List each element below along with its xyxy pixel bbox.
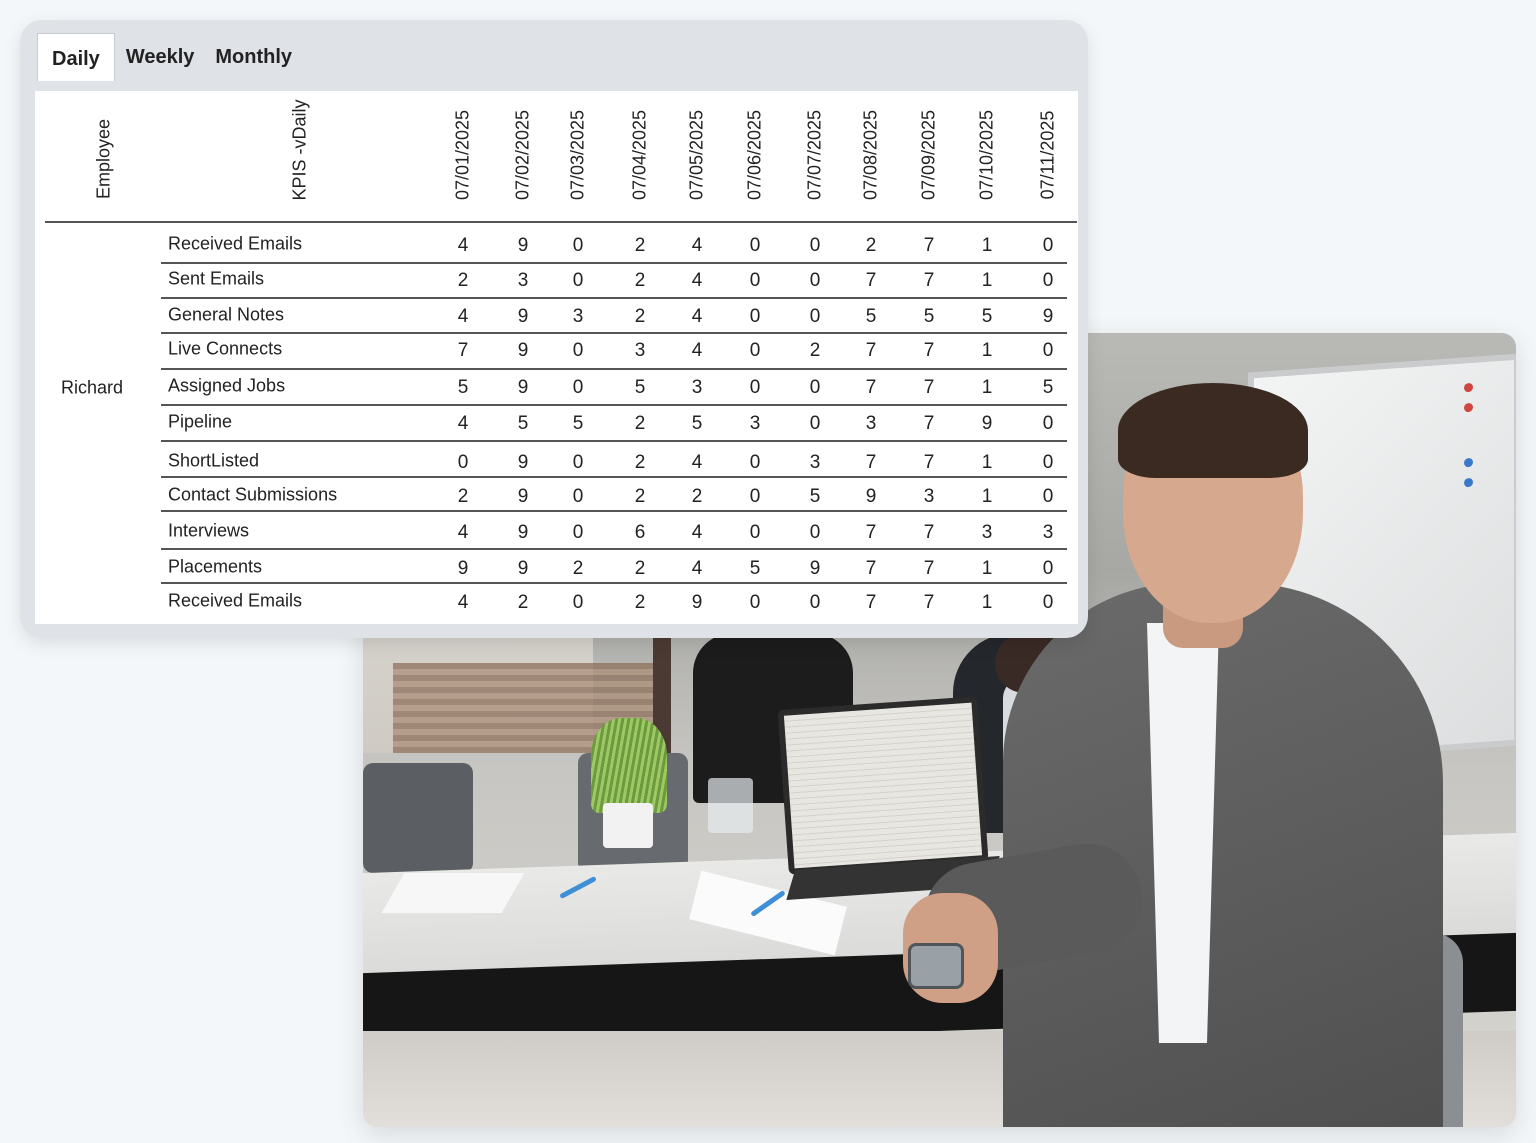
date-header: 07/02/2025 xyxy=(512,109,533,201)
table-cell: 9 xyxy=(517,486,529,507)
row-divider xyxy=(161,548,1067,550)
table-cell: 9 xyxy=(1042,306,1054,327)
table-cell: 4 xyxy=(457,413,469,434)
table-cell: 4 xyxy=(457,235,469,256)
table-cell: 2 xyxy=(517,592,529,613)
plant-pot xyxy=(603,803,653,848)
table-cell: 1 xyxy=(981,558,993,579)
row-divider xyxy=(161,476,1067,478)
table-cell: 0 xyxy=(1042,452,1054,473)
date-header: 07/06/2025 xyxy=(744,109,765,201)
table-cell: 0 xyxy=(809,592,821,613)
tab-daily[interactable]: Daily xyxy=(37,33,115,81)
table-cell: 7 xyxy=(865,340,877,361)
table-cell: 4 xyxy=(691,306,703,327)
table-cell: 7 xyxy=(923,558,935,579)
chair xyxy=(363,763,473,873)
table-cell: 0 xyxy=(809,306,821,327)
table-cell: 0 xyxy=(749,306,761,327)
table-cell: 7 xyxy=(923,413,935,434)
row-divider xyxy=(161,404,1067,406)
table-cell: 7 xyxy=(457,340,469,361)
date-header: 07/04/2025 xyxy=(629,109,650,201)
laptop xyxy=(777,696,988,875)
table-cell: 0 xyxy=(749,522,761,543)
table-cell: 5 xyxy=(749,558,761,579)
table-cell: 9 xyxy=(517,558,529,579)
table-cell: 1 xyxy=(981,340,993,361)
table-cell: 0 xyxy=(749,377,761,398)
table-cell: 0 xyxy=(749,486,761,507)
table-cell: 0 xyxy=(572,377,584,398)
date-header: 07/03/2025 xyxy=(567,109,588,201)
table-cell: 3 xyxy=(809,452,821,473)
table-cell: 0 xyxy=(809,413,821,434)
table-cell: 2 xyxy=(457,270,469,291)
table-cell: 4 xyxy=(457,306,469,327)
date-header: 07/07/2025 xyxy=(804,109,825,201)
table-cell: 7 xyxy=(865,452,877,473)
table-cell: 1 xyxy=(981,452,993,473)
table-cell: 9 xyxy=(457,558,469,579)
table-cell: 2 xyxy=(634,452,646,473)
kpi-label: Contact Submissions xyxy=(168,484,338,505)
table-cell: 2 xyxy=(634,306,646,327)
row-divider xyxy=(161,582,1067,584)
table-cell: 9 xyxy=(517,522,529,543)
date-header: 07/10/2025 xyxy=(976,109,997,201)
table-cell: 0 xyxy=(572,340,584,361)
plant-icon xyxy=(591,718,667,813)
table-cell: 5 xyxy=(981,306,993,327)
table-cell: 0 xyxy=(1042,340,1054,361)
table-cell: 0 xyxy=(572,522,584,543)
tab-weekly[interactable]: Weekly xyxy=(125,46,195,68)
table-cell: 7 xyxy=(923,377,935,398)
magnet-icon xyxy=(1464,478,1473,488)
row-divider xyxy=(161,332,1067,334)
pen-cup xyxy=(708,778,753,833)
table-cell: 1 xyxy=(981,270,993,291)
tab-monthly[interactable]: Monthly xyxy=(215,46,293,68)
kpi-label: Pipeline xyxy=(168,411,233,432)
table-cell: 5 xyxy=(809,486,821,507)
kpi-label: ShortListed xyxy=(168,450,260,471)
table-cell: 4 xyxy=(457,522,469,543)
table-cell: 4 xyxy=(691,522,703,543)
person-hair xyxy=(1118,383,1308,478)
table-cell: 3 xyxy=(1042,522,1054,543)
table-cell: 0 xyxy=(749,452,761,473)
magnet-icon xyxy=(1464,458,1473,468)
table-cell: 0 xyxy=(457,452,469,473)
kpi-label: Received Emails xyxy=(168,233,303,254)
table-cell: 5 xyxy=(865,306,877,327)
table-cell: 2 xyxy=(634,235,646,256)
date-header: 07/09/2025 xyxy=(918,109,939,201)
table-cell: 9 xyxy=(691,592,703,613)
table-cell: 7 xyxy=(923,270,935,291)
table-cell: 9 xyxy=(809,558,821,579)
table-cell: 2 xyxy=(809,340,821,361)
date-header: 07/11/2025 xyxy=(1037,110,1058,200)
employee-header: Employee xyxy=(93,118,114,200)
table-cell: 2 xyxy=(634,592,646,613)
table-cell: 9 xyxy=(517,235,529,256)
table-cell: 2 xyxy=(634,270,646,291)
table-cell: 7 xyxy=(865,592,877,613)
table-cell: 3 xyxy=(572,306,584,327)
table-cell: 0 xyxy=(1042,592,1054,613)
table-cell: 3 xyxy=(923,486,935,507)
table-cell: 9 xyxy=(981,413,993,434)
table-cell: 4 xyxy=(691,340,703,361)
table-cell: 7 xyxy=(865,377,877,398)
table-cell: 2 xyxy=(572,558,584,579)
table-cell: 0 xyxy=(572,270,584,291)
table-cell: 0 xyxy=(749,235,761,256)
table-cell: 0 xyxy=(1042,413,1054,434)
watch-icon xyxy=(908,943,964,989)
table-cell: 4 xyxy=(691,452,703,473)
table-cell: 1 xyxy=(981,235,993,256)
table-cell: 0 xyxy=(572,452,584,473)
table-cell: 0 xyxy=(749,270,761,291)
kpi-label: Received Emails xyxy=(168,590,303,611)
row-divider xyxy=(161,510,1067,512)
table-cell: 0 xyxy=(809,235,821,256)
table-cell: 5 xyxy=(457,377,469,398)
table-cell: 0 xyxy=(1042,270,1054,291)
table-cell: 7 xyxy=(923,592,935,613)
table-cell: 0 xyxy=(572,592,584,613)
row-divider xyxy=(161,368,1067,370)
table-cell: 3 xyxy=(634,340,646,361)
kpi-header: KPIS -vDaily xyxy=(289,99,310,201)
table-cell: 5 xyxy=(923,306,935,327)
table-cell: 3 xyxy=(749,413,761,434)
table-cell: 4 xyxy=(691,270,703,291)
table-cell: 9 xyxy=(517,452,529,473)
header-divider xyxy=(45,221,1077,223)
table-cell: 7 xyxy=(865,522,877,543)
table-cell: 7 xyxy=(865,270,877,291)
employee-name: Richard xyxy=(60,377,124,398)
table-cell: 2 xyxy=(865,235,877,256)
row-divider xyxy=(161,440,1067,442)
magnet-icon xyxy=(1464,403,1473,413)
table-cell: 0 xyxy=(572,235,584,256)
table-cell: 2 xyxy=(634,413,646,434)
kpi-label: Live Connects xyxy=(168,338,283,359)
kpi-label: Interviews xyxy=(168,520,250,541)
table-cell: 5 xyxy=(634,377,646,398)
table-cell: 7 xyxy=(923,452,935,473)
kpi-label: Assigned Jobs xyxy=(168,375,286,396)
table-cell: 3 xyxy=(981,522,993,543)
table-cell: 9 xyxy=(517,340,529,361)
table-cell: 4 xyxy=(691,558,703,579)
table-cell: 6 xyxy=(634,522,646,543)
table-cell: 0 xyxy=(1042,235,1054,256)
table-cell: 9 xyxy=(517,377,529,398)
table-cell: 9 xyxy=(517,306,529,327)
table-cell: 5 xyxy=(1042,377,1054,398)
table-cell: 2 xyxy=(691,486,703,507)
date-header: 07/08/2025 xyxy=(860,109,881,201)
kpi-table xyxy=(35,91,1078,624)
table-cell: 0 xyxy=(809,270,821,291)
kpi-label: Sent Emails xyxy=(168,268,265,289)
table-cell: 0 xyxy=(1042,558,1054,579)
table-cell: 5 xyxy=(572,413,584,434)
table-cell: 5 xyxy=(691,413,703,434)
kpi-card xyxy=(20,20,1088,638)
table-cell: 0 xyxy=(809,522,821,543)
date-header: 07/01/2025 xyxy=(452,109,473,201)
table-cell: 0 xyxy=(749,592,761,613)
table-cell: 4 xyxy=(457,592,469,613)
date-header: 07/05/2025 xyxy=(686,109,707,201)
paper xyxy=(381,873,524,913)
table-cell: 2 xyxy=(634,558,646,579)
table-cell: 1 xyxy=(981,377,993,398)
table-cell: 0 xyxy=(1042,486,1054,507)
table-cell: 4 xyxy=(691,235,703,256)
magnet-icon xyxy=(1464,383,1473,393)
row-divider xyxy=(161,262,1067,264)
table-cell: 2 xyxy=(457,486,469,507)
table-cell: 3 xyxy=(865,413,877,434)
kpi-label: General Notes xyxy=(168,304,285,325)
table-cell: 2 xyxy=(634,486,646,507)
table-cell: 5 xyxy=(517,413,529,434)
table-cell: 0 xyxy=(749,340,761,361)
tab-bar xyxy=(37,33,303,81)
kpi-label: Placements xyxy=(168,556,263,577)
table-cell: 7 xyxy=(923,522,935,543)
table-cell: 0 xyxy=(572,486,584,507)
table-cell: 7 xyxy=(923,235,935,256)
table-cell: 3 xyxy=(691,377,703,398)
row-divider xyxy=(161,297,1067,299)
table-cell: 1 xyxy=(981,592,993,613)
table-cell: 3 xyxy=(517,270,529,291)
table-cell: 1 xyxy=(981,486,993,507)
table-cell: 7 xyxy=(923,340,935,361)
table-cell: 9 xyxy=(865,486,877,507)
table-cell: 0 xyxy=(809,377,821,398)
table-cell: 7 xyxy=(865,558,877,579)
